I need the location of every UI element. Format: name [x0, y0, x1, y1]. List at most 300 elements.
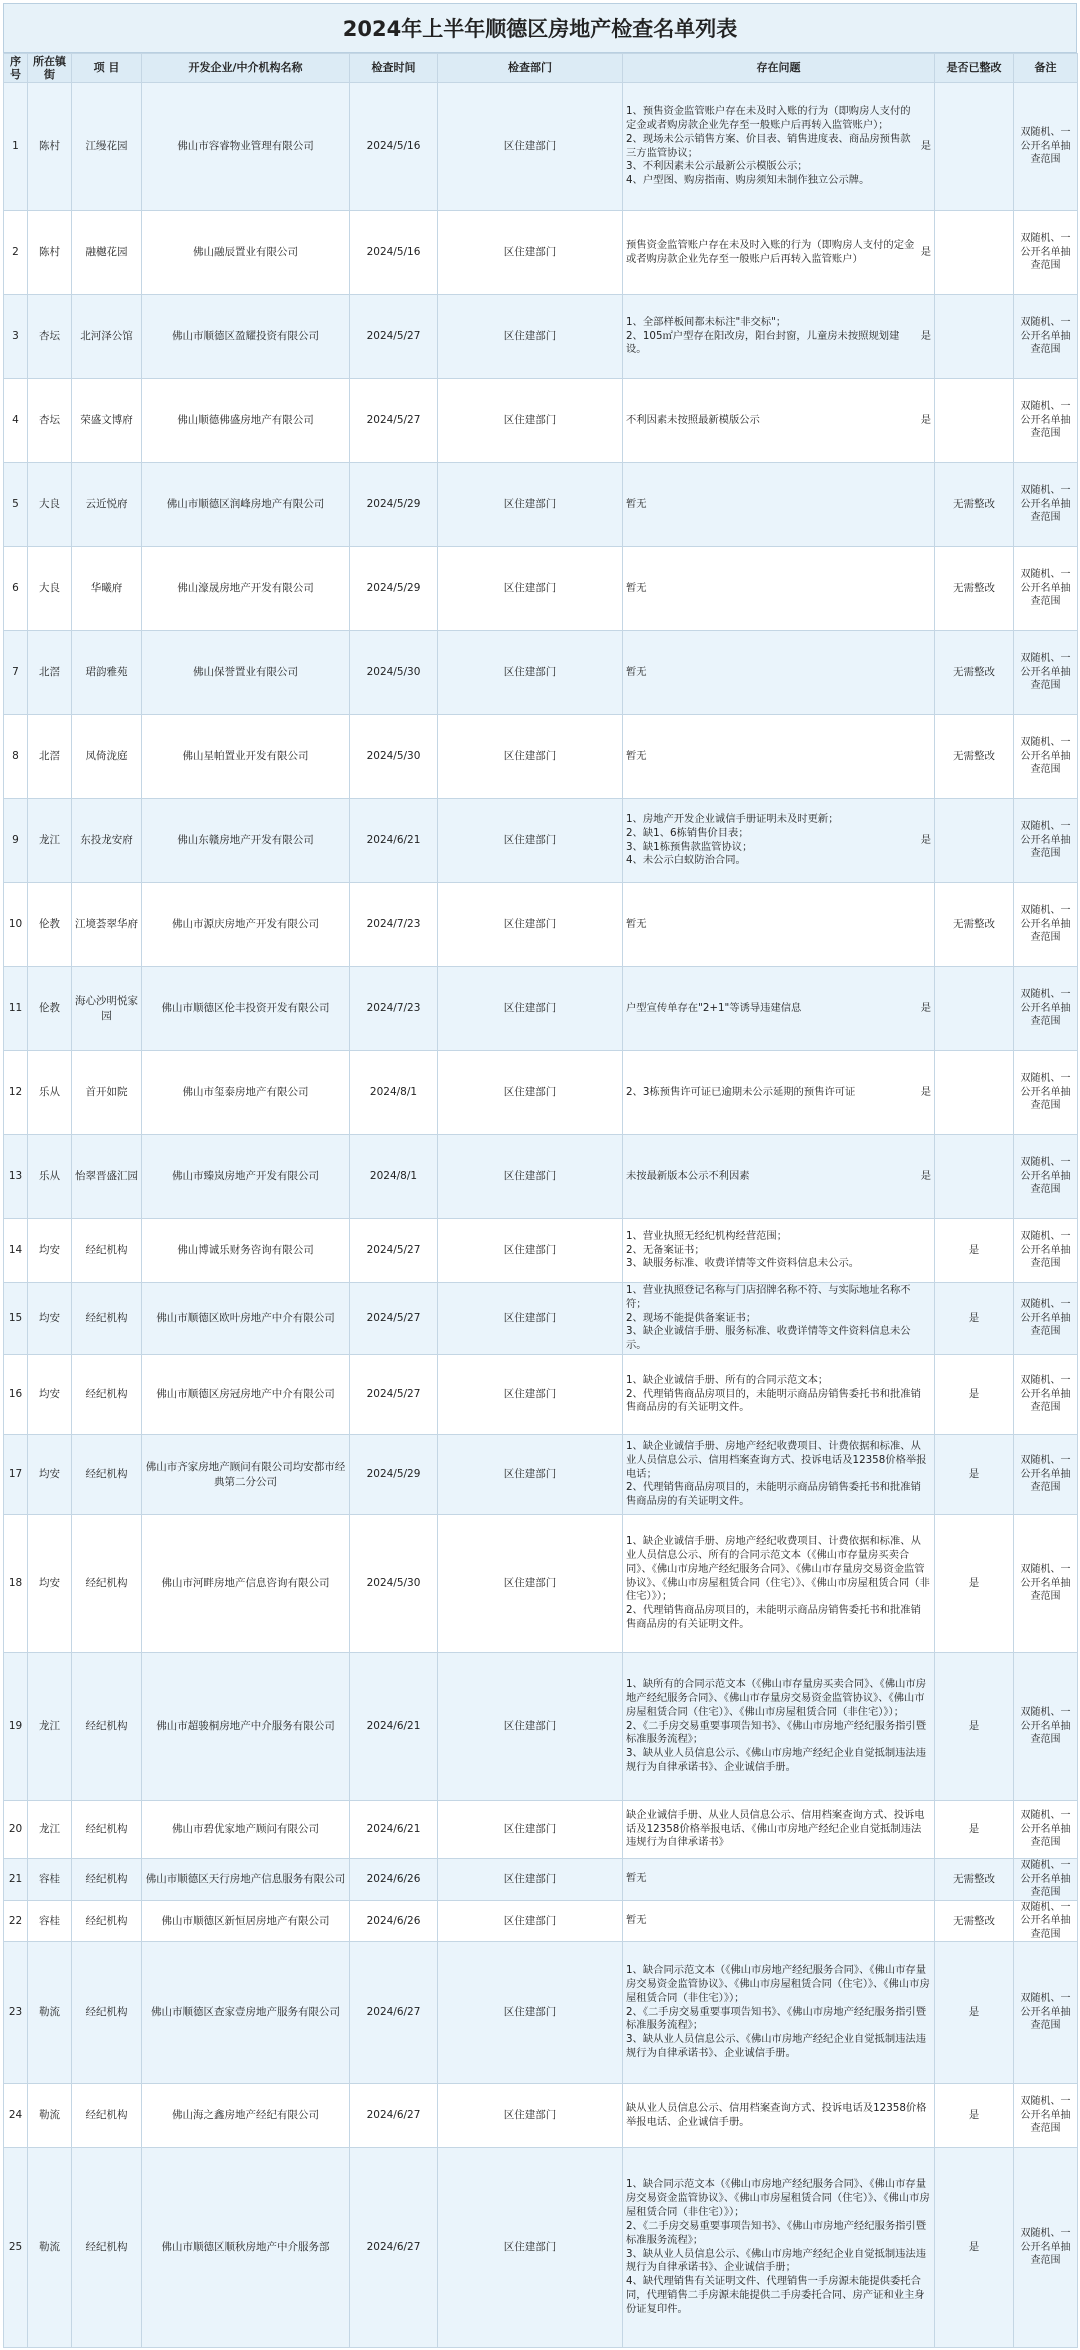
- cell-date: 2024/5/30: [350, 1515, 438, 1653]
- fixed-status: 是: [920, 1085, 931, 1098]
- cell-date: 2024/6/21: [350, 799, 438, 883]
- cell-date: 2024/5/27: [350, 1355, 438, 1435]
- header-no: 序号: [4, 54, 28, 83]
- cell-town: 均安: [28, 1219, 72, 1283]
- issue-line: 1、房地产开发企业诚信手册证明未及时更新；: [626, 812, 839, 825]
- table-row: [4, 463, 1078, 547]
- issue-line: 1、缺企业诚信手册、房地产经纪收费项目、计费依据和标准、从业人员信息公示、信用档案查询方式、投诉电话及12358价格举报电话；: [626, 1439, 927, 1480]
- cell-dept: 区住建部门: [438, 1801, 623, 1859]
- issue-line: 3、缺1栋预售款监管协议；: [626, 840, 753, 853]
- table-row: [4, 83, 1078, 211]
- cell-no: 4: [4, 379, 28, 463]
- cell-town: 乐从: [28, 1135, 72, 1219]
- cell-issues: [623, 1653, 935, 1801]
- header-company: 开发企业/中介机构名称: [142, 54, 350, 83]
- cell-no: 14: [4, 1219, 28, 1283]
- cell-note: 双随机、一公开名单抽查范围: [1014, 967, 1078, 1051]
- cell-no: 9: [4, 799, 28, 883]
- cell-note: 双随机、一公开名单抽查范围: [1014, 379, 1078, 463]
- cell-dept: 区住建部门: [438, 1900, 623, 1942]
- cell-issues: [623, 1942, 935, 2084]
- cell-dept: 区住建部门: [438, 1435, 623, 1515]
- cell-note: 双随机、一公开名单抽查范围: [1014, 295, 1078, 379]
- cell-no: 23: [4, 1942, 28, 2084]
- cell-project: 经纪机构: [72, 1859, 142, 1901]
- cell-note: 双随机、一公开名单抽查范围: [1014, 799, 1078, 883]
- cell-date: 2024/5/30: [350, 715, 438, 799]
- cell-town: 北滘: [28, 715, 72, 799]
- issue-line: 2、代理销售商品房项目的，未能明示商品房销售委托书和批准销售商品房的有关证明文件。: [626, 1481, 921, 1508]
- cell-town: 乐从: [28, 1051, 72, 1135]
- issue-line: 1、营业执照无经纪机构经营范围；: [626, 1229, 788, 1242]
- cell-town: 容桂: [28, 1900, 72, 1942]
- issue-line: 3、缺服务标准、收费详情等文件资料信息未公示。: [626, 1257, 860, 1270]
- cell-fixed: 无需整改: [935, 1900, 1014, 1942]
- issue-line: 2、3栋预售许可证已逾期未公示延期的预售许可证: [626, 1085, 856, 1098]
- cell-issues: [623, 1801, 935, 1859]
- cell-date: 2024/6/21: [350, 1801, 438, 1859]
- cell-company: 佛山市超骏桐房地产中介服务有限公司: [142, 1653, 350, 1801]
- cell-no: 10: [4, 883, 28, 967]
- cell-company: 佛山市顺德区顺秋房地产中介服务部: [142, 2148, 350, 2348]
- issue-line: 暂无: [626, 1872, 647, 1885]
- cell-town: 均安: [28, 1435, 72, 1515]
- cell-issues: [623, 2084, 935, 2148]
- cell-issues: [623, 1355, 935, 1435]
- cell-company: 佛山顺德佛盛房地产有限公司: [142, 379, 350, 463]
- cell-no: 12: [4, 1051, 28, 1135]
- cell-town: 龙江: [28, 1653, 72, 1801]
- cell-project: 首开如院: [72, 1051, 142, 1135]
- cell-dept: 区住建部门: [438, 967, 623, 1051]
- cell-town: 北滘: [28, 631, 72, 715]
- cell-note: 双随机、一公开名单抽查范围: [1014, 2084, 1078, 2148]
- cell-town: 均安: [28, 1515, 72, 1653]
- cell-note: 双随机、一公开名单抽查范围: [1014, 1355, 1078, 1435]
- cell-date: 2024/6/27: [350, 2084, 438, 2148]
- table-row: [4, 799, 1078, 883]
- issue-line: 4、户型图、购房指南、购房须知未制作独立公示牌。: [626, 174, 870, 187]
- cell-issues: [623, 883, 935, 967]
- cell-fixed: 是: [935, 2084, 1014, 2148]
- table-row: [4, 631, 1078, 715]
- table-row: [4, 1942, 1078, 2084]
- table-row: [4, 379, 1078, 463]
- issue-line: 2、代理销售商品房项目的，未能明示商品房销售委托书和批准销售商品房的有关证明文件。: [626, 1387, 921, 1414]
- cell-company: 佛山市臻岚房地产开发有限公司: [142, 1135, 350, 1219]
- cell-note: 双随机、一公开名单抽查范围: [1014, 1900, 1078, 1942]
- cell-company: 佛山市顺德区查家壹房地产服务有限公司: [142, 1942, 350, 2084]
- cell-fixed: 无需整改: [935, 547, 1014, 631]
- cell-project: 经纪机构: [72, 1515, 142, 1653]
- cell-dept: 区住建部门: [438, 295, 623, 379]
- cell-issues: [623, 1219, 935, 1283]
- cell-fixed: 是: [935, 1219, 1014, 1283]
- issue-line: 2、缺1、6栋销售价目表；: [626, 826, 749, 839]
- cell-no: 6: [4, 547, 28, 631]
- issue-line: 1、预售资金监管账户存在未及时入账的行为（即购房人支付的定金或者购房款企业先存至一般账户后再转入监管账户）；: [626, 104, 911, 131]
- issue-line: 1、缺合同示范文本（《佛山市房地产经纪服务合同》、《佛山市存量房交易资金监管协议》、《佛山市房屋租赁合同（住宅）》、《佛山市房屋租赁合同（非住宅）》）；: [626, 2178, 930, 2218]
- table-row: [4, 1355, 1078, 1435]
- cell-dept: 区住建部门: [438, 2084, 623, 2148]
- cell-issues: [623, 295, 935, 379]
- cell-company: 佛山市顺德区欧叶房地产中介有限公司: [142, 1283, 350, 1355]
- cell-date: 2024/7/23: [350, 967, 438, 1051]
- cell-date: 2024/5/27: [350, 1283, 438, 1355]
- issue-line: 暂无: [626, 497, 647, 510]
- issue-line: 1、营业执照登记名称与门店招牌名称不符、与实际地址名称不符；: [626, 1283, 911, 1310]
- cell-dept: 区住建部门: [438, 463, 623, 547]
- cell-note: 双随机、一公开名单抽查范围: [1014, 1515, 1078, 1653]
- cell-company: 佛山市齐家房地产顾问有限公司均安都市经典第二分公司: [142, 1435, 350, 1515]
- cell-date: 2024/6/27: [350, 1942, 438, 2084]
- cell-note: 双随机、一公开名单抽查范围: [1014, 631, 1078, 715]
- cell-project: 海心沙明悦家园: [72, 967, 142, 1051]
- cell-fixed: 是: [935, 1801, 1014, 1859]
- cell-project: 经纪机构: [72, 2148, 142, 2348]
- issue-line: 4、未公示白蚁防治合同。: [626, 854, 746, 867]
- cell-company: 佛山星帕置业开发有限公司: [142, 715, 350, 799]
- cell-fixed: 无需整改: [935, 883, 1014, 967]
- cell-issues: [623, 1435, 935, 1515]
- cell-note: 双随机、一公开名单抽查范围: [1014, 1801, 1078, 1859]
- fixed-status: 是: [920, 1169, 931, 1182]
- cell-note: 双随机、一公开名单抽查范围: [1014, 1051, 1078, 1135]
- cell-date: 2024/6/27: [350, 2148, 438, 2348]
- cell-note: 双随机、一公开名单抽查范围: [1014, 2148, 1078, 2348]
- cell-town: 伦教: [28, 883, 72, 967]
- cell-note: 双随机、一公开名单抽查范围: [1014, 1219, 1078, 1283]
- cell-fixed: [935, 1135, 1014, 1219]
- issue-line: 2、105㎡户型存在阳改房，阳台封窗，儿童房未按照规划建设。: [626, 329, 900, 356]
- issue-line: 2、现场未公示销售方案、价目表、销售进度表、商品房预售款三方监管协议；: [626, 132, 911, 159]
- table-row: [4, 1859, 1078, 1901]
- issue-line: 2、《二手房交易重要事项告知书》、《佛山市房地产经纪服务指引暨标准服务流程》；: [626, 2219, 927, 2246]
- cell-dept: 区住建部门: [438, 2148, 623, 2348]
- cell-date: 2024/5/27: [350, 1219, 438, 1283]
- cell-issues: [623, 1051, 935, 1135]
- header-town: 所在镇街: [28, 54, 72, 83]
- cell-fixed: 是: [935, 1653, 1014, 1801]
- cell-dept: 区住建部门: [438, 1859, 623, 1901]
- cell-dept: 区住建部门: [438, 1653, 623, 1801]
- cell-date: 2024/8/1: [350, 1135, 438, 1219]
- cell-no: 13: [4, 1135, 28, 1219]
- cell-company: 佛山博诚乐财务咨询有限公司: [142, 1219, 350, 1283]
- cell-dept: 区住建部门: [438, 631, 623, 715]
- cell-note: 双随机、一公开名单抽查范围: [1014, 547, 1078, 631]
- issue-line: 2、无备案证书；: [626, 1243, 705, 1256]
- cell-no: 1: [4, 83, 28, 211]
- table-row: [4, 1653, 1078, 1801]
- issue-line: 2、代理销售商品房项目的，未能明示商品房销售委托书和批准销售商品房的有关证明文件。: [626, 1604, 921, 1631]
- cell-issues: [623, 547, 935, 631]
- cell-dept: 区住建部门: [438, 715, 623, 799]
- cell-dept: 区住建部门: [438, 1515, 623, 1653]
- cell-issues: [623, 379, 935, 463]
- cell-town: 大良: [28, 547, 72, 631]
- cell-issues: [623, 967, 935, 1051]
- cell-no: 20: [4, 1801, 28, 1859]
- issue-line: 户型宣传单存在"2+1"等诱导违建信息: [626, 1001, 802, 1014]
- cell-issues: [623, 463, 935, 547]
- cell-dept: 区住建部门: [438, 83, 623, 211]
- cell-project: 经纪机构: [72, 1283, 142, 1355]
- cell-project: 经纪机构: [72, 1942, 142, 2084]
- fixed-status: 是: [920, 413, 931, 426]
- cell-dept: 区住建部门: [438, 883, 623, 967]
- fixed-status: 是: [920, 329, 931, 342]
- cell-fixed: 是: [935, 1435, 1014, 1515]
- cell-date: 2024/5/27: [350, 295, 438, 379]
- cell-project: 经纪机构: [72, 2084, 142, 2148]
- cell-note: 双随机、一公开名单抽查范围: [1014, 1859, 1078, 1901]
- cell-dept: 区住建部门: [438, 1355, 623, 1435]
- cell-town: 容桂: [28, 1859, 72, 1901]
- cell-no: 15: [4, 1283, 28, 1355]
- cell-note: 双随机、一公开名单抽查范围: [1014, 1435, 1078, 1515]
- cell-town: 均安: [28, 1355, 72, 1435]
- cell-no: 7: [4, 631, 28, 715]
- issue-line: 3、缺企业诚信手册、服务标准、收费详情等文件资料信息未公示。: [626, 1325, 911, 1352]
- cell-dept: 区住建部门: [438, 547, 623, 631]
- issue-line: 暂无: [626, 917, 647, 930]
- issue-line: 预售资金监管账户存在未及时入账的行为（即购房人支付的定金或者购房款企业先存至一般账户后再转入监管账户）: [626, 238, 915, 265]
- cell-company: 佛山市顺德区伦丰投资开发有限公司: [142, 967, 350, 1051]
- cell-project: 荣盛文博府: [72, 379, 142, 463]
- table-row: [4, 1801, 1078, 1859]
- cell-fixed: 是: [935, 1515, 1014, 1653]
- fixed-status: 是: [920, 139, 931, 152]
- cell-note: 双随机、一公开名单抽查范围: [1014, 463, 1078, 547]
- cell-issues: [623, 1283, 935, 1355]
- cell-no: 25: [4, 2148, 28, 2348]
- cell-fixed: [935, 211, 1014, 295]
- cell-date: 2024/5/27: [350, 379, 438, 463]
- cell-town: 龙江: [28, 799, 72, 883]
- issue-line: 未按最新版本公示不利因素: [626, 1169, 750, 1182]
- cell-no: 5: [4, 463, 28, 547]
- header-dept: 检查部门: [438, 54, 623, 83]
- cell-project: 云近悦府: [72, 463, 142, 547]
- cell-project: 经纪机构: [72, 1435, 142, 1515]
- cell-dept: 区住建部门: [438, 1135, 623, 1219]
- cell-dept: 区住建部门: [438, 1219, 623, 1283]
- cell-company: 佛山市河畔房地产信息咨询有限公司: [142, 1515, 350, 1653]
- header-fixed: 是否已整改: [935, 54, 1014, 83]
- fixed-status: 是: [920, 1001, 931, 1014]
- cell-project: 凤倚泷庭: [72, 715, 142, 799]
- issue-line: 2、《二手房交易重要事项告知书》、《佛山市房地产经纪服务指引暨标准服务流程》；: [626, 2005, 927, 2032]
- table-header-row: [4, 54, 1078, 83]
- cell-no: 17: [4, 1435, 28, 1515]
- table-row: [4, 2148, 1078, 2348]
- cell-fixed: 是: [935, 1283, 1014, 1355]
- cell-issues: [623, 1515, 935, 1653]
- inspection-document: [3, 3, 1077, 2348]
- cell-date: 2024/5/16: [350, 83, 438, 211]
- cell-fixed: 无需整改: [935, 1859, 1014, 1901]
- cell-company: 佛山濠晟房地产开发有限公司: [142, 547, 350, 631]
- cell-town: 陈村: [28, 83, 72, 211]
- cell-no: 19: [4, 1653, 28, 1801]
- cell-fixed: 无需整改: [935, 463, 1014, 547]
- issue-line: 1、缺企业诚信手册、房地产经纪收费项目、计费依据和标准、从业人员信息公示、所有的合同示范文本（《佛山市存量房买卖合同》、《佛山市房地产经纪服务合同》、《佛山市存量房交易资金监管协议》、《佛山市房屋租赁合同（住宅）》、《佛山市房屋租赁合同（非住宅）》）；: [626, 1534, 930, 1603]
- cell-town: 杏坛: [28, 295, 72, 379]
- table-row: [4, 1219, 1078, 1283]
- cell-no: 3: [4, 295, 28, 379]
- issue-line: 2、现场不能提供备案证书；: [626, 1311, 757, 1324]
- cell-fixed: 无需整改: [935, 631, 1014, 715]
- cell-company: 佛山东赣房地产开发有限公司: [142, 799, 350, 883]
- cell-company: 佛山市顺德区盈耀投资有限公司: [142, 295, 350, 379]
- cell-town: 龙江: [28, 1801, 72, 1859]
- cell-issues: [623, 631, 935, 715]
- cell-dept: 区住建部门: [438, 1942, 623, 2084]
- cell-issues: [623, 1135, 935, 1219]
- table-row: [4, 1283, 1078, 1355]
- cell-town: 大良: [28, 463, 72, 547]
- cell-no: 18: [4, 1515, 28, 1653]
- cell-date: 2024/6/26: [350, 1859, 438, 1901]
- cell-company: 佛山市容睿物业管理有限公司: [142, 83, 350, 211]
- cell-project: 经纪机构: [72, 1219, 142, 1283]
- issue-line: 3、缺从业人员信息公示、《佛山市房地产经纪企业自觉抵制违法违规行为自律承诺书》、企业诚信手册。: [626, 2033, 927, 2060]
- cell-note: 双随机、一公开名单抽查范围: [1014, 83, 1078, 211]
- issue-line: 暂无: [626, 1913, 647, 1926]
- cell-town: 勒流: [28, 1942, 72, 2084]
- cell-date: 2024/5/30: [350, 631, 438, 715]
- cell-no: 22: [4, 1900, 28, 1942]
- issue-line: 1、缺企业诚信手册、所有的合同示范文本；: [626, 1373, 829, 1386]
- cell-note: 双随机、一公开名单抽查范围: [1014, 211, 1078, 295]
- cell-date: 2024/5/16: [350, 211, 438, 295]
- cell-date: 2024/6/26: [350, 1900, 438, 1942]
- inspection-table: [3, 53, 1078, 2348]
- cell-issues: [623, 2148, 935, 2348]
- cell-company: 佛山市碧优家地产顾问有限公司: [142, 1801, 350, 1859]
- cell-project: 怡翠晋盛汇园: [72, 1135, 142, 1219]
- cell-project: 东投龙安府: [72, 799, 142, 883]
- issue-line: 1、全部样板间都未标注"非交标"；: [626, 315, 787, 328]
- issue-line: 4、缺代理销售有关证明文件、代理销售一手房源未能提供委托合同，代理销售二手房源未能提供二手房委托合同、房产证和业主身份证复印件。: [626, 2275, 925, 2316]
- cell-date: 2024/7/23: [350, 883, 438, 967]
- cell-project: 北河泽公馆: [72, 295, 142, 379]
- cell-fixed: [935, 83, 1014, 211]
- table-row: [4, 2084, 1078, 2148]
- table-row: [4, 295, 1078, 379]
- issue-line: 暂无: [626, 665, 647, 678]
- table-row: [4, 547, 1078, 631]
- issue-line: 1、缺合同示范文本（《佛山市房地产经纪服务合同》、《佛山市存量房交易资金监管协议》、《佛山市房屋租赁合同（住宅）》、《佛山市房屋租赁合同（非住宅）》）；: [626, 1963, 930, 2004]
- issue-line: 3、不利因素未公示最新公示模版公示；: [626, 160, 808, 173]
- cell-note: 双随机、一公开名单抽查范围: [1014, 1135, 1078, 1219]
- cell-town: 杏坛: [28, 379, 72, 463]
- cell-dept: 区住建部门: [438, 799, 623, 883]
- cell-no: 24: [4, 2084, 28, 2148]
- cell-date: 2024/5/29: [350, 1435, 438, 1515]
- cell-project: 江缦花园: [72, 83, 142, 211]
- cell-project: 江境荟翠华府: [72, 883, 142, 967]
- cell-no: 21: [4, 1859, 28, 1901]
- cell-project: 经纪机构: [72, 1900, 142, 1942]
- cell-issues: [623, 715, 935, 799]
- cell-fixed: [935, 799, 1014, 883]
- cell-project: 经纪机构: [72, 1653, 142, 1801]
- table-row: [4, 967, 1078, 1051]
- cell-fixed: 是: [935, 2148, 1014, 2348]
- header-project: 项 目: [72, 54, 142, 83]
- cell-fixed: [935, 379, 1014, 463]
- cell-town: 均安: [28, 1283, 72, 1355]
- issue-line: 1、缺所有的合同示范文本（《佛山市存量房买卖合同》、《佛山市房地产经纪服务合同》、《佛山市存量房交易资金监管协议》、《佛山市房屋租赁合同（住宅）》、《佛山市房屋租赁合同（非住宅）》）；: [626, 1677, 927, 1718]
- cell-fixed: [935, 1051, 1014, 1135]
- cell-project: 融樾花园: [72, 211, 142, 295]
- cell-town: 伦教: [28, 967, 72, 1051]
- cell-company: 佛山市顺德区天行房地产信息服务有限公司: [142, 1859, 350, 1901]
- document-title: 2024年上半年顺德区房地产检查名单列表: [3, 3, 1077, 53]
- cell-issues: [623, 1859, 935, 1901]
- table-row: [4, 883, 1078, 967]
- cell-company: 佛山保誉置业有限公司: [142, 631, 350, 715]
- cell-note: 双随机、一公开名单抽查范围: [1014, 1942, 1078, 2084]
- cell-fixed: [935, 967, 1014, 1051]
- cell-issues: [623, 211, 935, 295]
- cell-dept: 区住建部门: [438, 1283, 623, 1355]
- cell-note: 双随机、一公开名单抽查范围: [1014, 1653, 1078, 1801]
- cell-issues: [623, 1900, 935, 1942]
- cell-date: 2024/5/29: [350, 463, 438, 547]
- cell-date: 2024/8/1: [350, 1051, 438, 1135]
- fixed-status: 是: [920, 833, 931, 846]
- cell-dept: 区住建部门: [438, 379, 623, 463]
- table-row: [4, 1435, 1078, 1515]
- cell-company: 佛山市源庆房地产开发有限公司: [142, 883, 350, 967]
- cell-note: 双随机、一公开名单抽查范围: [1014, 883, 1078, 967]
- cell-project: 经纪机构: [72, 1355, 142, 1435]
- cell-company: 佛山市顺德区润峰房地产有限公司: [142, 463, 350, 547]
- cell-project: 珺韵雅苑: [72, 631, 142, 715]
- header-date: 检查时间: [350, 54, 438, 83]
- cell-no: 2: [4, 211, 28, 295]
- issue-line: 2、《二手房交易重要事项告知书》、《佛山市房地产经纪服务指引暨标准服务流程》；: [626, 1719, 927, 1746]
- cell-town: 勒流: [28, 2148, 72, 2348]
- cell-issues: [623, 799, 935, 883]
- cell-company: 佛山市顺德区房冠房地产中介有限公司: [142, 1355, 350, 1435]
- issue-line: 不利因素未按照最新模版公示: [626, 413, 760, 426]
- issue-line: 暂无: [626, 581, 647, 594]
- cell-town: 勒流: [28, 2084, 72, 2148]
- fixed-status: 是: [920, 245, 931, 258]
- cell-company: 佛山市玺泰房地产有限公司: [142, 1051, 350, 1135]
- table-row: [4, 1900, 1078, 1942]
- cell-company: 佛山融辰置业有限公司: [142, 211, 350, 295]
- cell-no: 8: [4, 715, 28, 799]
- cell-issues: [623, 83, 935, 211]
- cell-dept: 区住建部门: [438, 211, 623, 295]
- cell-fixed: 是: [935, 1355, 1014, 1435]
- issue-line: 缺企业诚信手册、从业人员信息公示、信用档案查询方式、投诉电话及12358价格举报电话、《佛山市房地产经纪企业自觉抵制违法违规行为自律承诺书》: [626, 1808, 925, 1849]
- header-issues: 存在问题: [623, 54, 935, 83]
- cell-fixed: 无需整改: [935, 715, 1014, 799]
- issue-line: 3、缺从业人员信息公示、《佛山市房地产经纪企业自觉抵制违法违规行为自律承诺书》、企业诚信手册；: [626, 2247, 927, 2274]
- table-row: [4, 1515, 1078, 1653]
- cell-company: 佛山市顺德区新恒居房地产有限公司: [142, 1900, 350, 1942]
- cell-project: 华曦府: [72, 547, 142, 631]
- table-row: [4, 211, 1078, 295]
- cell-fixed: 是: [935, 1942, 1014, 2084]
- cell-fixed: [935, 295, 1014, 379]
